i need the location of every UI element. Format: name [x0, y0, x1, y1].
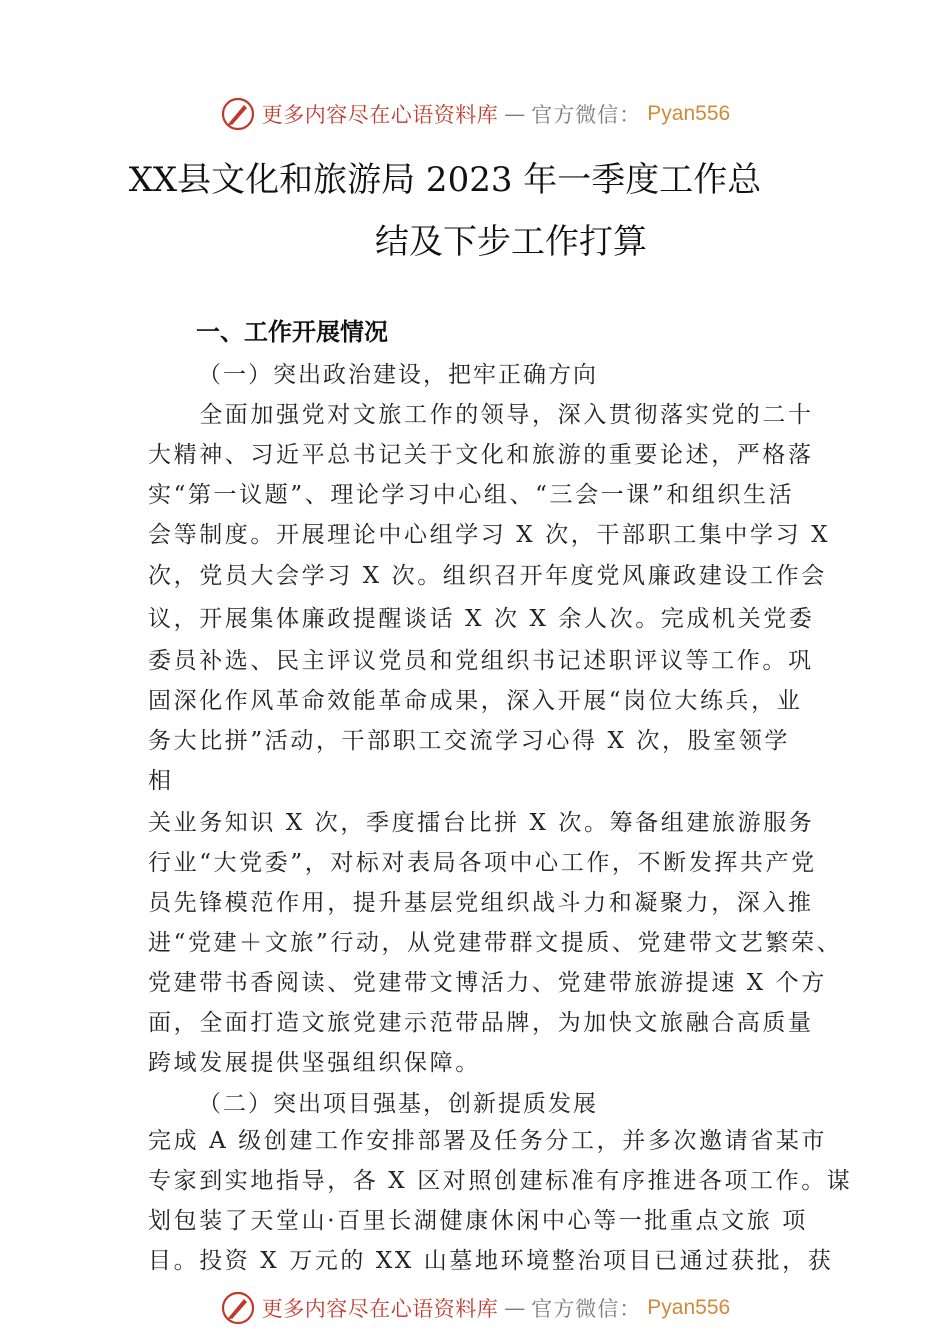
para1-line: 行业“大党委”，对标对表局各项中心工作，不断发挥共产党: [148, 850, 817, 876]
para2-line: 完成 A 级创建工作安排部署及任务分工，并多次邀请省某市: [148, 1128, 828, 1154]
para2-line: 专家到实地指导，各 X 区对照创建标准有序推进各项工作。谋: [148, 1168, 853, 1194]
watermark-brand-text: 更多内容尽在心语资料库: [261, 103, 499, 127]
watermark-footer: [0, 1288, 950, 1328]
para2-line: 划包装了天堂山·百里长湖健康休闲中心等一批重点文旅 项: [148, 1208, 808, 1234]
subsection-heading-2: （二）突出项目强基，创新提质发展: [198, 1091, 598, 1117]
para2-line: 目。投资 X 万元的 XX 山墓地环境整治项目已通过获批，获: [148, 1248, 834, 1274]
para1-line: 员先锋模范作用，提升基层党组织战斗力和凝聚力，深入推: [148, 890, 814, 916]
para1-line: 务大比拼”活动，干部职工交流学习心得 X 次，股室领学: [148, 728, 790, 754]
watermark-wechat-id: Pyan556: [647, 1296, 731, 1319]
para1-line: 全面加强党对文旅工作的领导，深入贯彻落实党的二十: [148, 402, 814, 428]
para1-line: 固深化作风革命效能革命成果，深入开展“岗位大练兵，业: [148, 688, 803, 714]
para1-line: 会等制度。开展理论中心组学习 X 次，干部职工集中学习 X: [148, 522, 831, 548]
para1-line: 委员补选、民主评议党员和党组织书记述职评议等工作。巩: [148, 648, 814, 674]
watermark-brand-text: 更多内容尽在心语资料库: [261, 1297, 499, 1321]
watermark-separator: —: [504, 102, 526, 126]
para1-line: 关业务知识 X 次，季度擂台比拼 X 次。筹备组建旅游服务: [148, 810, 815, 836]
para1-line: 党建带书香阅读、党建带文博活力、党建带旅游提速 X 个方: [148, 970, 827, 996]
watermark-header: [0, 94, 950, 134]
para1-line: 进“党建＋文旅”行动，从党建带群文提质、党建带文艺繁荣、: [148, 930, 843, 956]
quill-pen-circle-icon: [220, 1290, 256, 1326]
watermark-official-label: 官方微信：: [531, 1297, 642, 1321]
document-title-line-1: XX县文化和旅游局 2023 年一季度工作总: [128, 160, 762, 200]
quill-pen-circle-icon: [220, 96, 256, 132]
para1-line: 次，党员大会学习 X 次。组织召开年度党风廉政建设工作会: [148, 563, 827, 589]
watermark-wechat-id: Pyan556: [647, 102, 731, 125]
para1-line: 面，全面打造文旅党建示范带品牌，为加快文旅融合高质量: [148, 1010, 814, 1036]
para1-line: 实“第一议题”、理论学习中心组、“三会一课”和组织生活: [148, 482, 795, 508]
para1-line: 相: [148, 768, 174, 794]
section-heading: 一、工作开展情况: [196, 318, 388, 346]
watermark-official-label: 官方微信：: [531, 103, 642, 127]
para1-line: 议，开展集体廉政提醒谈话 X 次 X 余人次。完成机关党委: [148, 606, 815, 632]
para1-line: 跨域发展提供坚强组织保障。: [148, 1050, 481, 1076]
document-title-line-2: 结及下步工作打算: [375, 222, 647, 262]
subsection-heading-1: （一）突出政治建设，把牢正确方向: [198, 362, 598, 388]
para1-line: 大精神、习近平总书记关于文化和旅游的重要论述，严格落: [148, 442, 814, 468]
watermark-separator: —: [504, 1296, 526, 1320]
